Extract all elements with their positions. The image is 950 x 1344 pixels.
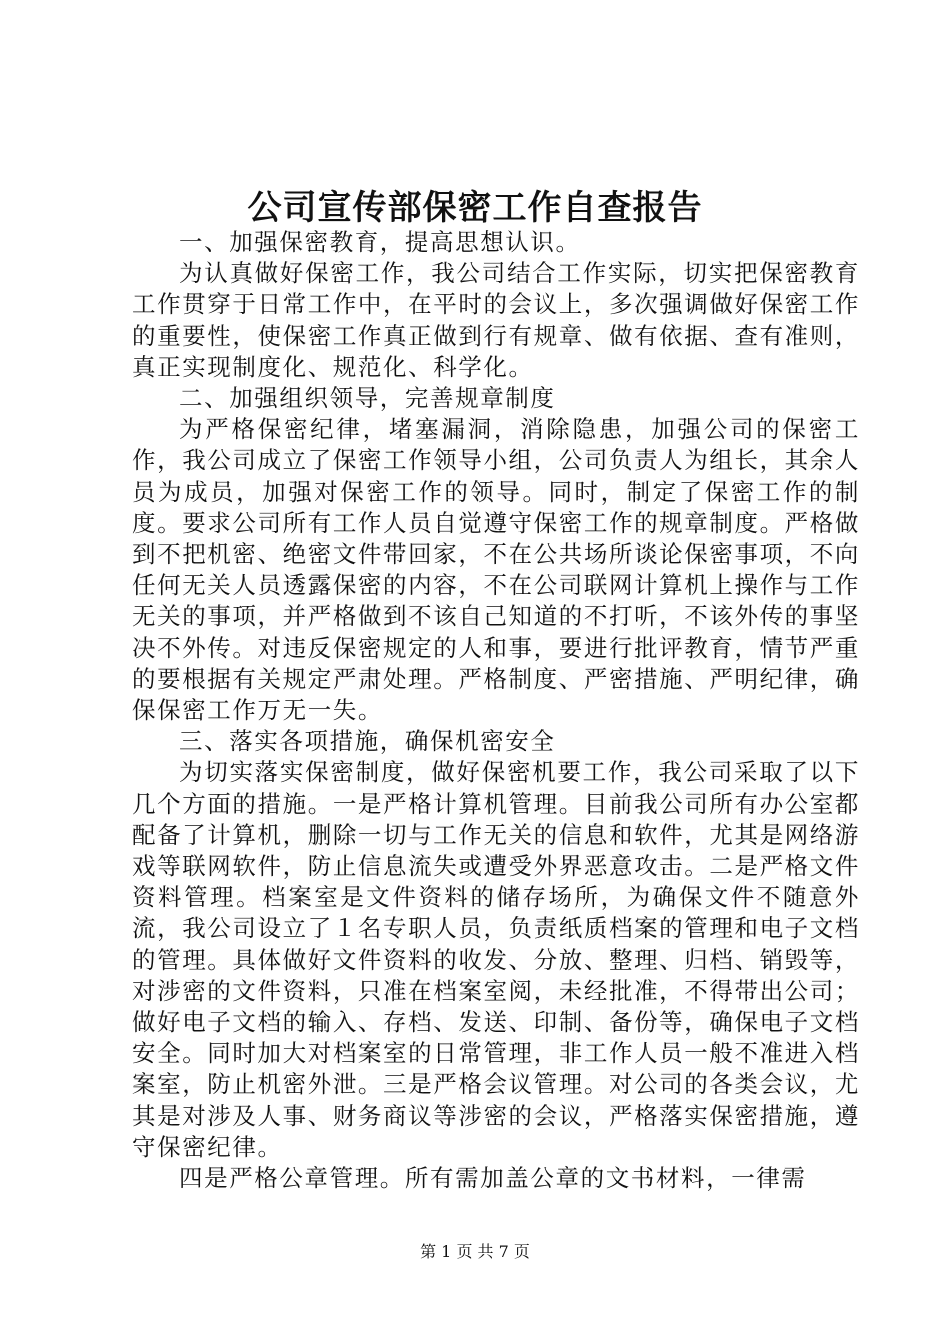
paragraph: 为切实落实保密制度，做好保密机要工作，我公司采取了以下几个方面的措施。一是严格计算机管理。目前我公司所有办公室都配备了计算机，删除一切与工作无关的信息和软件，尤其是网络游戏等联网软件，防止信息流失或遭受外界恶意攻击。二是严格文件资料管理。档案室是文件资料的储存场所，为确保文件不随意外流，我公司设立了１名专职人员，负责纸质档案的管理和电子文档的管理。具体做好文件资料的收发、分放、整理、归档、销毁等，对涉密的文件资料，只准在档案室阅，未经批准，不得带出公司；做好电子文档的输入、存档、发送、印制、备份等，确保电子文档安全。同时加大对档案室的日常管理，非工作人员一般不准进入档案室，防止机密外泄。三是严格会议管理。对公司的各类会议，尤其是对涉及人事、财务商议等涉密的会议，严格落实保密措施，遵守保密纪律。 bbox=[132, 758, 860, 1161]
document-title: 公司宣传部保密工作自查报告 bbox=[247, 188, 703, 228]
paragraph: 为认真做好保密工作，我公司结合工作实际，切实把保密教育工作贯穿于日常工作中，在平时的会议上，多次强调做好保密工作的重要性，使保密工作真正做到行有规章、做有依据、查有准则，真正实现制度化、规范化、科学化。 bbox=[132, 259, 860, 381]
paragraph: 为严格保密纪律，堵塞漏洞，消除隐患，加强公司的保密工作，我公司成立了保密工作领导小组，公司负责人为组长，其余人员为成员，加强对保密工作的领导。同时，制定了保密工作的制度。要求公司所有工作人员自觉遵守保密工作的规章制度。严格做到不把机密、绝密文件带回家，不在公共场所谈论保密事项，不向任何无关人员透露保密的内容，不在公司联网计算机上操作与工作无关的事项，并严格做到不该自己知道的不打听，不该外传的事坚决不外传。对违反保密规定的人和事，要进行批评教育，情节严重的要根据有关规定严肃处理。严格制度、严密措施、严明纪律，确保保密工作万无一失。 bbox=[132, 415, 860, 725]
page-number-footer: 第 1 页 共 7 页 bbox=[420, 1242, 530, 1261]
section-heading-1: 一、加强保密教育，提高思想认识。 bbox=[179, 228, 581, 256]
section-heading-2: 二、加强组织领导，完善规章制度 bbox=[179, 384, 556, 413]
section-heading-3: 三、落实各项措施，确保机密安全 bbox=[179, 727, 556, 756]
paragraph: 四是严格公章管理。所有需加盖公章的文书材料，一律需 bbox=[179, 1164, 807, 1193]
document-body bbox=[132, 227, 860, 1194]
